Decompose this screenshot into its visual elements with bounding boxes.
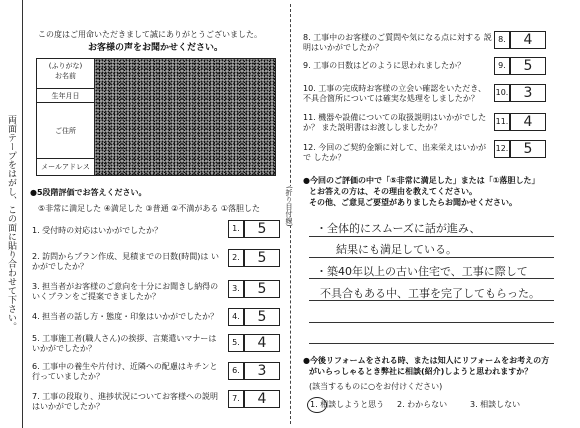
answer-num-4: 4. [228, 308, 244, 326]
referral-option-2[interactable]: 2. わからない [397, 400, 448, 409]
comment-rule [309, 343, 554, 344]
comment-line-1: ・全体的にスムーズに話が進み、 [316, 222, 481, 235]
comment-rule [309, 236, 554, 237]
answer-num-7: 7. [228, 390, 244, 408]
answer-box-3[interactable] [244, 280, 280, 298]
answer-num-10: 10. [494, 84, 510, 102]
question-11: 11. 機器や設備についての取扱説明はいかがでしたか？ また説明書はお渡ししましたか？ [303, 113, 487, 132]
answer-box-2[interactable] [244, 249, 280, 267]
email-label: メールアドレス [37, 159, 95, 175]
answer-box-1[interactable] [244, 220, 280, 238]
address-label: ご住所 [37, 103, 95, 159]
answer-box-5[interactable] [244, 334, 280, 352]
comment-line-2: 結果にも満足している。 [336, 243, 457, 256]
question-4: 4. 担当者の話し方・態度・印象はいかがでしたか？ [32, 312, 219, 321]
rating-scale: ⑤非常に満足した ④満足した ③普通 ②不満がある ①落胆した [38, 204, 261, 213]
answer-box-12[interactable] [510, 140, 546, 158]
answer-num-11: 11. [494, 113, 510, 131]
answer-value-12: 5 [523, 141, 533, 157]
name-label-cell [37, 59, 95, 89]
request-heading: お客様の声をお聞かせください。 [88, 43, 224, 53]
comment-rule [309, 257, 554, 258]
furigana-label: (ふりがな) [48, 62, 83, 70]
answer-value-10: 3 [523, 85, 533, 101]
referral-question-2: がいらっしゃるとき弊社に相談(紹介)しようと思われますか？ [309, 367, 533, 376]
thanks-text: この度はご用命いただきまして誠にありがとうございました。 [38, 30, 262, 39]
question-7: 7. 工事の段取り、進捗状況についてお客様への説明 はいかがでしたか？ [32, 392, 219, 411]
answer-num-2: 2. [228, 249, 244, 267]
question-1: 1. 受付時の対応はいかがでしたか？ [32, 226, 163, 235]
answer-box-11[interactable] [510, 113, 546, 131]
question-6: 6. 工事中の養生や片付け、近隣への配慮はキチンと 行っていましたか？ [32, 362, 218, 381]
answer-box-9[interactable] [510, 57, 546, 75]
answer-box-6[interactable] [244, 362, 280, 380]
answer-value-9: 5 [523, 58, 533, 74]
comment-line-3: ・築40年以上の古い住宅で、工事に際して [316, 265, 528, 278]
question-10: 10. 工事の完成時お客様の立会い確認をいただき、 不具合箇所については確実な処理をしましたか？ [303, 84, 486, 103]
answer-num-1: 1. [228, 220, 244, 238]
answer-value-5: 4 [257, 335, 267, 351]
comment-rule [309, 322, 554, 323]
comment-prompt-2: とお答えの方は、その理由を教えてください。 [309, 187, 477, 196]
referral-question-1: ●今後リフォームをされる時、または知人にリフォームをお考えの方 [303, 356, 550, 365]
answer-num-5: 5. [228, 334, 244, 352]
birthdate-label: 生年月日 [37, 89, 95, 103]
question-5: 5. 工事施工者(職人さん)の挨拶、言葉遣いマナーは いかがでしたか？ [32, 334, 217, 353]
answer-value-7: 4 [257, 391, 267, 407]
referral-option-1[interactable]: 1. 相談しようと思う [310, 400, 385, 409]
answer-box-4[interactable] [244, 308, 280, 326]
answer-value-2: 5 [257, 250, 267, 266]
fold-label: (折り目付線) [285, 186, 293, 227]
answer-num-9: 9. [494, 57, 510, 75]
comment-prompt-3: その他、ご意見ご要望がありましたらお聞かせください。 [309, 198, 517, 207]
question-2: 2. 訪問からプラン作成、見積までの日数(時間)は いかがでしたか？ [32, 252, 219, 271]
answer-value-4: 5 [257, 309, 267, 325]
rating-title: ●5段階評価でお答えください。 [30, 188, 147, 197]
answer-num-8: 8. [494, 31, 510, 49]
referral-note: (該当するものに○をお付けください) [309, 382, 443, 391]
answer-num-3: 3. [228, 280, 244, 298]
question-3: 3. 担当者がお客様のご意向を十分にお聞きし納得の いくプランをご提案できましたか？ [32, 282, 219, 301]
answer-value-1: 5 [257, 221, 267, 237]
answer-num-12: 12. [494, 140, 510, 158]
answer-box-10[interactable] [510, 84, 546, 102]
question-9: 9. 工事の日数はどのように思われましたか？ [303, 61, 466, 70]
question-12: 12. 今回のご契約金額に対して、出来栄えはいかがで したか？ [303, 143, 487, 162]
redacted-area [95, 59, 275, 175]
sidebar-strip [0, 0, 23, 428]
answer-value-11: 4 [523, 114, 533, 130]
answer-box-8[interactable] [510, 31, 546, 49]
referral-option-3[interactable]: 3. 相談しない [470, 400, 521, 409]
comment-line-4: 不具合もある中、工事を完了してもらった。 [320, 287, 540, 300]
name-label: お名前 [55, 72, 76, 80]
answer-value-8: 4 [523, 32, 533, 48]
answer-num-6: 6. [228, 362, 244, 380]
answer-value-3: 5 [257, 281, 267, 297]
comment-prompt-1: ●今回のご評価の中で「⑤非常に満足した」または「①落胆した」 [303, 176, 540, 185]
sidebar-instruction: 両面テープをはがし、この面に貼り合わせて下さい。 [6, 115, 16, 331]
question-8: 8. 工事中のお客様のご質問や気になる点に対する 説明はいかがでしたか？ [303, 33, 492, 52]
answer-value-6: 3 [257, 363, 267, 379]
answer-box-7[interactable] [244, 390, 280, 408]
personal-info-form [36, 58, 276, 176]
